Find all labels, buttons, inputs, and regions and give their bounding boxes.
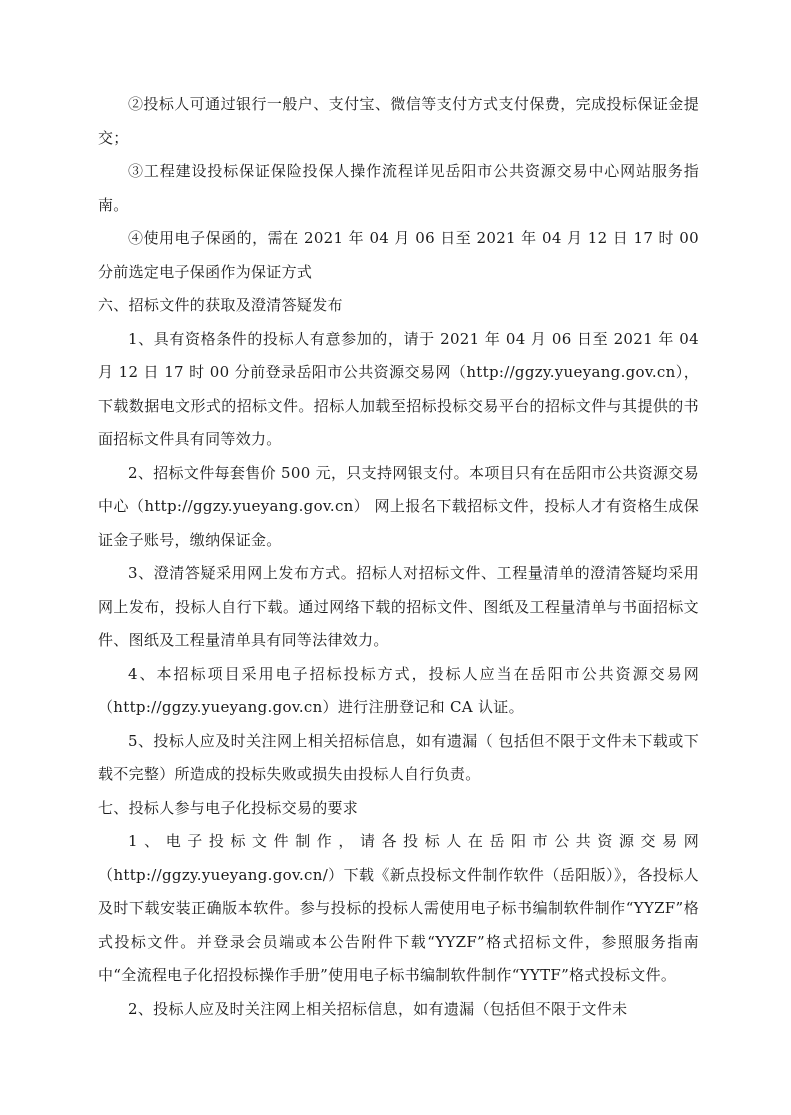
section-heading-seven: 七、投标人参与电子化投标交易的要求 — [98, 798, 359, 817]
paragraph-clarification: 3、澄清答疑采用网上发布方式。招标人对招标文件、工程量清单的澄清答疑均采用网上发布，投标人自行下载。通过网络下载的招标文件、图纸及工程量清单与书面招标文件、图纸及工程量清单具有同等法律效力。 — [98, 564, 699, 649]
section-heading-six: 六、招标文件的获取及澄清答疑发布 — [98, 296, 343, 314]
paragraph-document-price: 2、招标文件每套售价 500 元，只支持网银支付。本项目只有在岳阳市公共资源交易中心（http://ggzy.yueyang.gov.cn） 网上报名下载招标文件，投标人才有资格生成保证金子账号，缴纳保证金。 — [98, 463, 699, 549]
paragraph-payment-methods: ②投标人可通过银行一般户、支付宝、微信等支付方式支付保费，完成投标保证金提交； — [98, 95, 699, 147]
paragraph-electronic-bidding: 4、本招标项目采用电子招标投标方式，投标人应当在岳阳市公共资源交易网（http://ggzy.yueyang.gov.cn）进行注册登记和 CA 认证。 — [98, 664, 699, 716]
paragraph-insurance-process: ③工程建设投标保证保险投保人操作流程详见岳阳市公共资源交易中心网站服务指南。 — [98, 162, 699, 214]
paragraph-attention-notice: 5、投标人应及时关注网上相关招标信息，如有遗漏（ 包括但不限于文件未下载或下载不完整）所造成的投标失败或损失由投标人自行负责。 — [98, 731, 699, 783]
paragraph-bid-file-software: 1、电子投标文件制作，请各投标人在岳阳市公共资源交易网（http://ggzy.yueyang.gov.cn/）下载《新点投标文件制作软件（岳阳版）》，各投标人及时下载安装正确版本软件。参与投标的投标人需使用电子标书编制软件制作“YYZF”格式投标文件。并登录会员端或本公告附件下载“YYZF”格式招标文件，参照服务指南中“全流程电子化招投标操作手册”使用电子标书编制软件制作“YYTF”格式投标文件。 — [98, 832, 699, 984]
paragraph-electronic-guarantee: ④使用电子保函的，需在 2021 年 04 月 06 日至 2021 年 04 月 12 日 17 时 00 分前选定电子保函作为保证方式 — [98, 229, 699, 281]
paragraph-obtain-documents: 1、具有资格条件的投标人有意参加的，请于 2021 年 04 月 06 日至 2021 年 04 月 12 日 17 时 00 分前登录岳阳市公共资源交易网（http://ggzy.yueyang.gov.cn），下载数据电文形式的招标文件。招标人加载至招标投标交易平台的招标文件与其提供的书面招标文件具有同等效力。 — [98, 329, 699, 448]
paragraph-attention-notice-2: 2、投标人应及时关注网上相关招标信息，如有遗漏（包括但不限于文件未 — [128, 999, 628, 1018]
